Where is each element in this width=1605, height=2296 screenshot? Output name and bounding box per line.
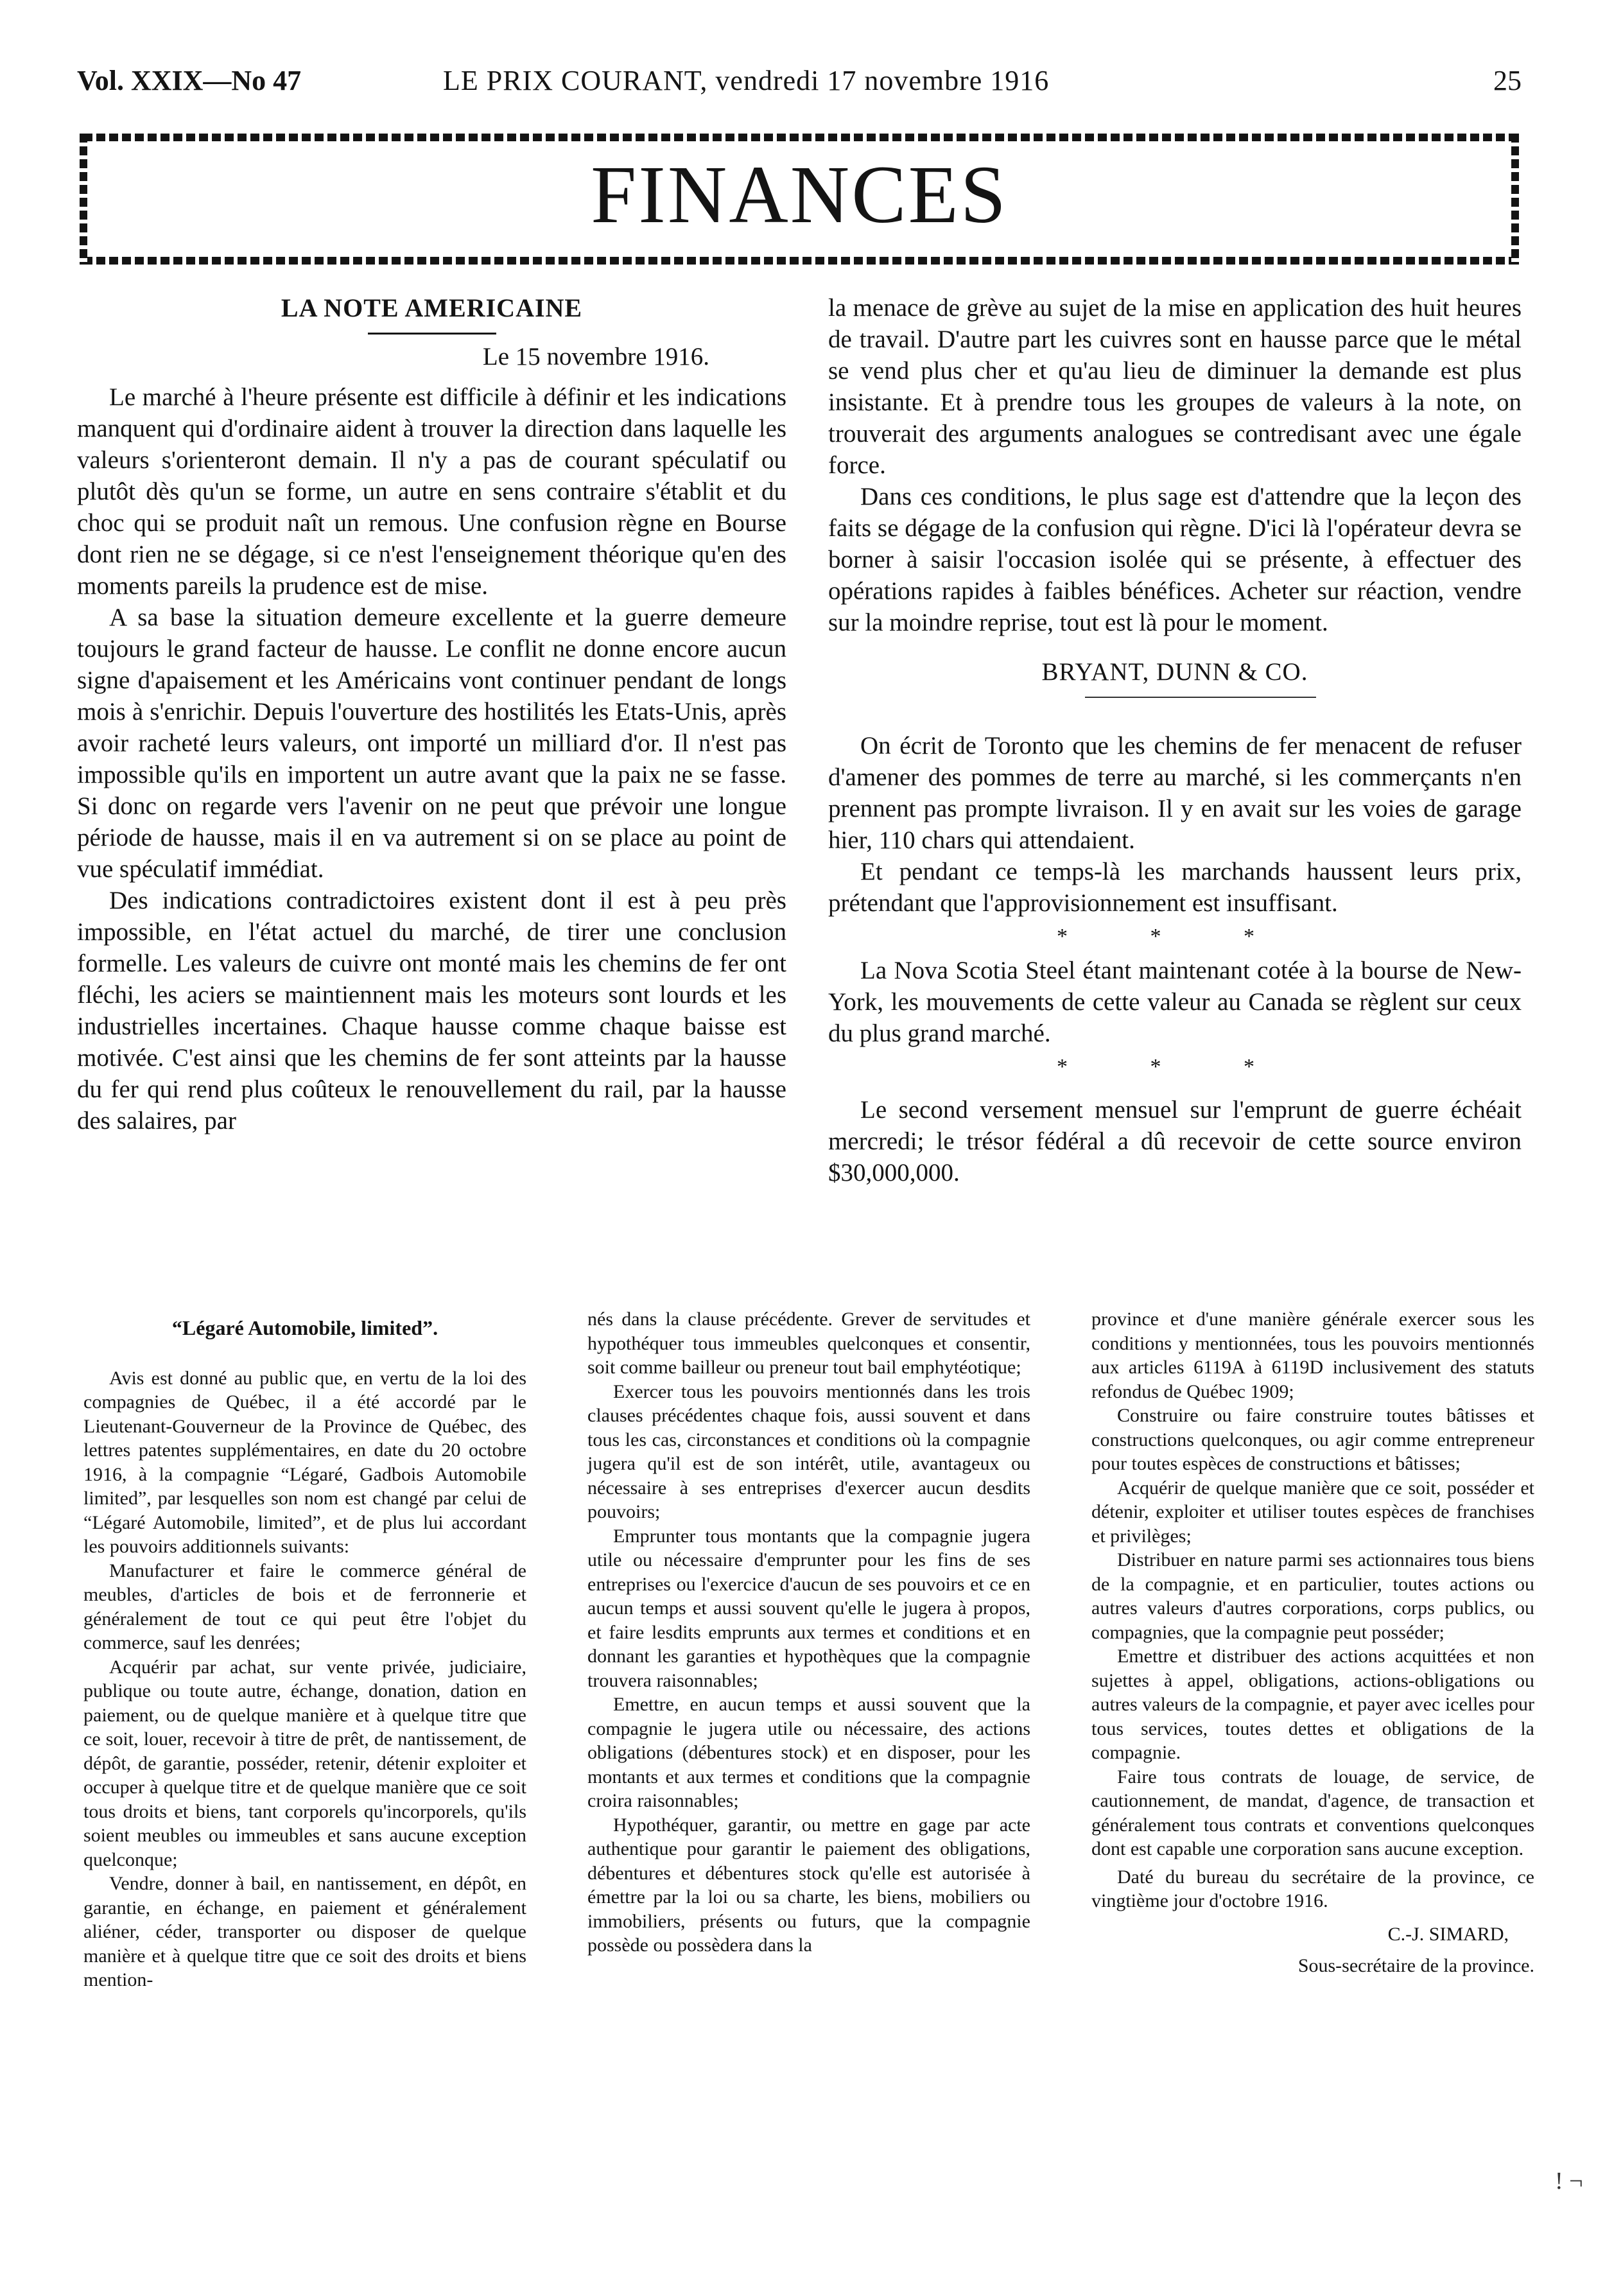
spacer <box>828 1085 1522 1094</box>
section-banner <box>77 128 1522 270</box>
notice-paragraph: nés dans la clause précédente. Grever de servitudes et hypothéquer tous immeubles quelconques et consentir, soit comme bailleur ou preneur tout bail emphytéotique; <box>587 1309 1030 1378</box>
volume-number: Vol. XXIX—No 47 <box>77 65 302 96</box>
notice-column-middle <box>587 1307 1030 1958</box>
article-paragraph: Des indications contradictoires existent dont il est à peu près impossible, en l'état actuel du marché, de tirer une conclusion formelle. Les valeurs de cuivre ont monté mais les chemins de fer ont fléchi, les aciers se maintiennent mais les moteurs sont lourds et les industrielles incertaines. Chaque hausse comme chaque baisse est motivée. C'est ainsi que les chemins de fer sont atteints par la hausse du fer qui rend plus coûteux le renouvellement du rail, par la hausse des salaires, par <box>77 887 786 1135</box>
notice-paragraph: Distribuer en nature parmi ses actionnaires tous biens de la compagnie, et en particulier, toutes actions ou autres valeurs d'autres corporations, corps publics, ou compagnies, que la compagnie peut posséder; <box>1091 1549 1534 1643</box>
notice-date: Daté du bureau du secrétaire de la province, ce vingtième jour d'octobre 1916. <box>1091 1866 1534 1911</box>
news-paragraph: On écrit de Toronto que les chemins de fer menacent de refuser d'amener des pommes de terre au marché, si les commerçants n'en prennent pas prompte livraison. Il y en avait sur les voies de garage hier, 110 chars qui attendaient. <box>828 732 1522 854</box>
notice-paragraph: Exercer tous les pouvoirs mentionnés dans les trois clauses précédentes chaque fois, aussi souvent et dans tous les cas, circonstances et conditions où la compagnie jugera qu'il est de son intérêt, utile, avantageux ou nécessaire à ses entreprises d'exercer aucun desdits pouvoirs; <box>587 1380 1030 1522</box>
notice-paragraph: Manufacturer et faire le commerce général de meubles, d'articles de bois et de ferronnerie et généralement de tout ce qui peut être l'objet du commerce, sauf les denrées; <box>83 1560 526 1653</box>
article-column-right <box>828 292 1522 1188</box>
section-divider <box>1085 697 1316 698</box>
notice-paragraph: Acquérir par achat, sur vente privée, judiciaire, publique ou toute autre, échange, donation, dation en paiement, ou de quelque manière et à quelque titre que ce soit, louer, recevoir à titre de prêt, de nantissement, de dépôt, de garantie, posséder, retenir, détenir exploiter et occuper à quelque titre et de quelque manière que ce soit tous droits et biens, tant corporels qu'incorporels, qu'ils soient meubles ou immeubles et sans aucune exception quelconque; <box>83 1656 526 1870</box>
notice-paragraph: Hypothéquer, garantir, ou mettre en gage par acte authentique pour garantir le paiement des obligations, débentures et débentures stock qu'elle est autorisée à émettre par la loi ou sa charte, les biens, mobiliers ou immobiliers, présents ou futurs, que la compagnie possède ou possèdera dans la <box>587 1814 1030 1956</box>
page-header <box>77 64 1522 103</box>
article-paragraph: Dans ces conditions, le plus sage est d'attendre que la leçon des faits se dégage de la confusion qui règne. D'ici là l'opérateur devra se borner à saisir l'occasion isolée qui se présente, à effectuer des opérations rapides à faibles bénéfices. Acheter sur réaction, vendre sur la moindre reprise, tout est là pour le moment. <box>828 483 1522 636</box>
article-column-left <box>77 292 786 1136</box>
notice-paragraph: Vendre, donner à bail, en nantissement, en dépôt, en garantie, en échange, en paiement et généralement aliéner, céder, transporter ou disposer de quelque manière et à quelque titre que ce soit des droits et biens mention- <box>83 1873 526 1990</box>
star-separator: * * * <box>1057 1055 1293 1079</box>
notice-paragraph: Acquérir de quelque manière que ce soit, posséder et détenir, exploiter et utiliser toutes espèces de franchises et privilèges; <box>1091 1477 1534 1547</box>
notice-paragraph: Avis est donné au public que, en vertu de la loi des compagnies de Québec, il a été accordé par le Lieutenant-Gouverneur de la Province de Québec, des lettres patentes supplémentaires, en date du 20 octobre 1916, à la compagnie “Légaré, Gadbois Automobile limited”, par lesquelles son nom est changé par celui de “Légaré Automobile, limited”, et de plus lui accordant les pouvoirs additionnels suivants: <box>83 1367 526 1557</box>
article-dateline: Le 15 novembre 1916. <box>482 343 709 370</box>
banner-border-bottom <box>83 257 1515 265</box>
notice-paragraph: Emettre et distribuer des actions acquittées et non sujettes à appel, obligations, actions-obligations ou autres valeurs de la compagnie, et payer avec icelles pour tous services, toutes dettes et obligations de la compagnie. <box>1091 1646 1534 1763</box>
signer-role: Sous-secrétaire de la province. <box>1297 1955 1534 1976</box>
article-paragraph: A sa base la situation demeure excellente et la guerre demeure toujours le grand facteur de hausse. Le conflit ne donne encore aucun signe d'apaisement et les Américains vont continuer pendant de longs mois à s'enrichir. Depuis l'ouverture des hostilités les Etats-Unis, après avoir racheté leurs valeurs, ont importé un milliard d'or. Il n'est pas impossible qu'ils en importent un autre avant que la paix ne se fasse. Si donc on regarde vers l'avenir on ne peut que prévoir une longue période de hausse, mais il en va autrement si on se place au point de vue spéculatif immédiat. <box>77 604 786 883</box>
news-paragraph: Le second versement mensuel sur l'emprunt de guerre échéait mercredi; le trésor fédéral a dû recevoir de cette source environ $30,000,000. <box>828 1096 1522 1187</box>
notice-paragraph: Emettre, en aucun temps et aussi souvent que la compagnie le jugera utile ou nécessaire, des actions obligations (débentures stock) et en disposer, pour les montants et aux termes et conditions que la compagnie croira raisonnables; <box>587 1694 1030 1811</box>
star-separator: * * * <box>1057 925 1293 948</box>
notice-column-left <box>83 1316 526 1992</box>
notice-column-right <box>1091 1307 1534 1978</box>
article-paragraph: Le marché à l'heure présente est difficile à définir et les indications manquent qui d'ordinaire aident à trouver la direction dans laquelle les valeurs s'orienteront demain. Il n'y a pas de courant spéculatif ou plutôt dès qu'un se forme, un autre en sens contraire s'établit et du choc qui se produit naît un remous. Une confusion règne en Bourse dont rien ne se dégage, si ce n'est l'enseignement théorique qu'en des moments pareils la prudence est de mise. <box>77 383 786 600</box>
notice-paragraph: Construire ou faire construire toutes bâtisses et constructions quelconques, ou agir comme entrepreneur pour toutes espèces de constructions et bâtisses; <box>1091 1405 1534 1474</box>
news-paragraph: Et pendant ce temps-là les marchands haussent leurs prix, prétendant que l'approvisionnement est insuffisant. <box>828 858 1522 917</box>
section-title: FINANCES <box>591 149 1008 240</box>
news-paragraph: La Nova Scotia Steel étant maintenant cotée à la bourse de New-York, les mouvements de cette valeur au Canada se règlent sur ceux du plus grand marché. <box>828 957 1522 1047</box>
title-rule <box>368 333 496 335</box>
article-paragraph: la menace de grève au sujet de la mise en application des huit heures de travail. D'autre part les cuivres sont en hausse parce que le métal se vend plus cher et qu'au lieu de diminuer la demande est plus insistante. Et à prendre tous les groupes de valeurs à la note, on trouverait des arguments analogues se contredisant avec une égale force. <box>828 294 1522 479</box>
notice-paragraph: Faire tous contrats de louage, de service, de cautionnement, de mandat, d'agence, de transaction et généralement tous contrats et conventions quelconques dont est capable une corporation sans aucune exception. <box>1091 1766 1534 1859</box>
article-signature: BRYANT, DUNN & CO. <box>1041 658 1308 686</box>
stray-mark: ! ¬ <box>1555 2168 1583 2195</box>
page-number: 25 <box>1493 65 1522 96</box>
article-title: LA NOTE AMERICAINE <box>281 293 583 322</box>
publication-title: LE PRIX COURANT, vendredi 17 novembre 1916 <box>443 65 1050 96</box>
notice-paragraph: province et d'une manière générale exercer sous les conditions y mentionnées, tous les pouvoirs mentionnés aux articles 6119A à 6119D inclusivement des statuts refondus de Québec 1909; <box>1091 1309 1534 1402</box>
signer-name: C.-J. SIMARD, <box>1387 1923 1509 1945</box>
notice-title: “Légaré Automobile, limited”. <box>171 1316 438 1339</box>
notice-paragraph: Emprunter tous montants que la compagnie jugera utile ou nécessaire d'emprunter pour les fins de ses entreprises ou l'exercice d'aucun de ses pouvoirs et ce en aucun temps et aussi souvent qu'elle le jugera à propos, et faire lesdits emprunts aux termes et conditions et en donnant les garanties et hypothèques que la compagnie trouvera raisonnables; <box>587 1525 1030 1691</box>
banner-border-top <box>83 134 1515 141</box>
